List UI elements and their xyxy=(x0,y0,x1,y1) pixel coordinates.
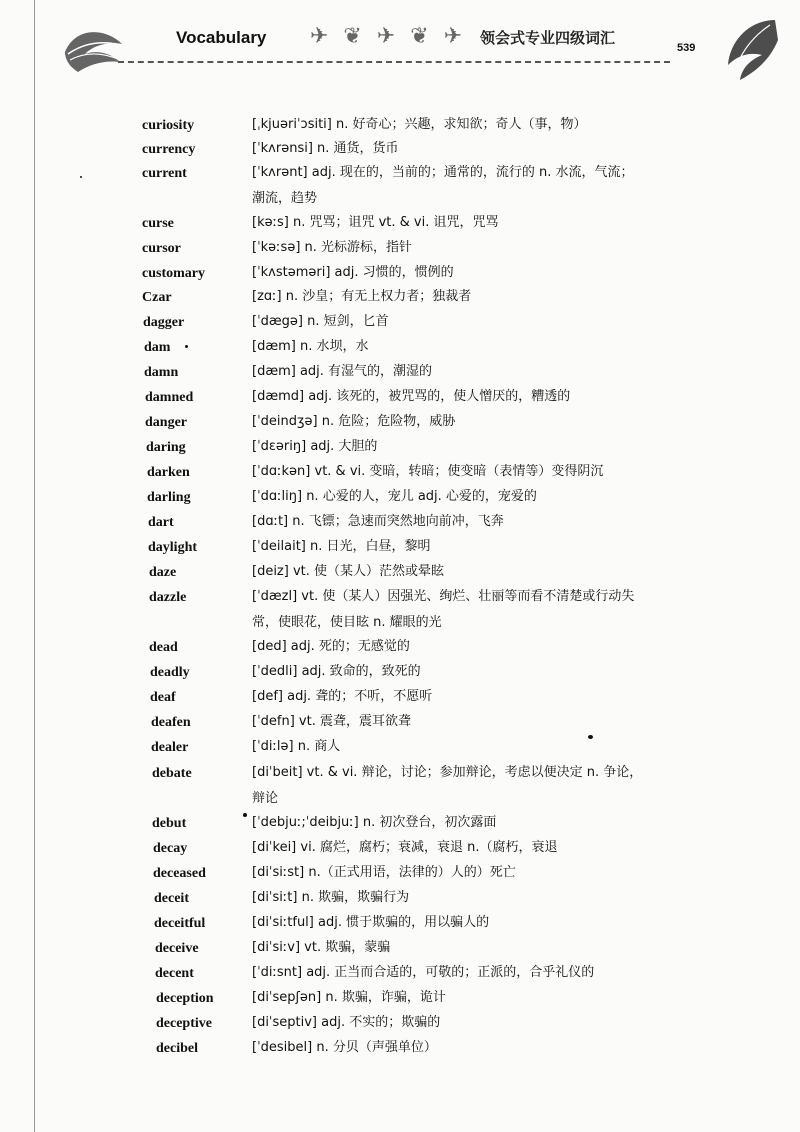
headword: daylight xyxy=(148,540,198,555)
headword: darling xyxy=(147,490,191,505)
definition xyxy=(252,535,712,559)
definition xyxy=(252,735,712,759)
definition-text: [ˈdebjuː;ˈdeibjuː] n. 初次登台，初次露面 xyxy=(252,815,497,830)
definition xyxy=(252,836,712,860)
headword: decay xyxy=(153,841,188,856)
definition-text: [ded] adj. 死的；无感觉的 xyxy=(252,639,410,654)
definition xyxy=(252,685,712,709)
headword: dagger xyxy=(143,315,185,330)
definition-text: [ˈdiːsnt] adj. 正当而合适的，可敬的；正派的，合乎礼仪的 xyxy=(252,965,595,980)
print-speck xyxy=(80,176,82,178)
headword: dealer xyxy=(151,740,189,755)
definition xyxy=(252,310,712,334)
definition xyxy=(252,585,712,635)
definition xyxy=(252,560,712,584)
headword: decibel xyxy=(156,1041,198,1056)
print-speck xyxy=(588,735,593,739)
headword: customary xyxy=(142,266,205,281)
headword: deception xyxy=(156,991,214,1006)
definition xyxy=(252,761,712,811)
definition-text: [diˈsiːst] n.（正式用语，法律的）人的）死亡 xyxy=(252,865,516,880)
definition-text: [diˈkei] vi. 腐烂，腐朽；衰减，衰退 n.（腐朽，衰退 xyxy=(252,840,558,855)
definition xyxy=(252,936,712,960)
definition-text: [diˈsepʃən] n. 欺骗，诈骗，诡计 xyxy=(252,990,446,1005)
definition xyxy=(252,1036,712,1060)
birds-ornament-icon: ✈ ❦ ✈ ❦ ✈ xyxy=(310,24,467,49)
headword: damn xyxy=(144,365,179,380)
definition-text: [ˈdɛəriŋ] adj. 大胆的 xyxy=(252,439,378,454)
definition-text: [ˈdeindʒə] n. 危险；危险物，威胁 xyxy=(252,414,456,429)
definition xyxy=(252,385,712,409)
headword: dart xyxy=(148,515,174,530)
definition-continuation: 潮流，趋势 xyxy=(252,191,318,206)
definition-text: [ˈdæzl] vt. 使（某人）因强光、绚烂、壮丽等而看不清楚或行动失 xyxy=(252,589,635,604)
headword: debate xyxy=(152,766,192,781)
definition-text: [ˈdeilait] n. 日光，白昼，黎明 xyxy=(252,539,431,554)
headword: deadly xyxy=(150,665,190,680)
definition xyxy=(252,986,712,1010)
definition-continuation: 常，使眼花，使目眩 n. 耀眼的光 xyxy=(252,615,442,630)
headword: dazzle xyxy=(149,590,187,605)
headword: cursor xyxy=(142,241,181,256)
headword: daring xyxy=(146,440,186,455)
definition-text: [ˈkʌstəməri] adj. 习惯的，惯例的 xyxy=(252,265,454,280)
definition-text: [dæm] adj. 有湿气的，潮湿的 xyxy=(252,364,433,379)
headword: deaf xyxy=(150,690,176,705)
definition xyxy=(252,335,712,359)
headword: danger xyxy=(145,415,187,430)
headword: currency xyxy=(142,142,196,157)
header-title: Vocabulary xyxy=(176,28,267,47)
headword: deafen xyxy=(151,715,191,730)
headword: deceive xyxy=(155,941,199,956)
print-speck xyxy=(243,813,247,817)
definition-text: [ˈkʌrənt] adj. 现在的，当前的；通常的，流行的 n. 水流，气流； xyxy=(252,165,634,180)
definition-text: [ˈdægə] n. 短剑，匕首 xyxy=(252,314,389,329)
definition-text: [ˈdɑːkən] vt. & vi. 变暗，转暗；使变暗（表情等）变得阴沉 xyxy=(252,464,604,479)
definition xyxy=(252,113,712,137)
definition xyxy=(252,811,712,835)
headword: darken xyxy=(147,465,190,480)
headword: deceptive xyxy=(156,1016,212,1031)
definition-text: [ˈdefn] vt. 震聋，震耳欲聋 xyxy=(252,714,411,729)
definition-continuation: 辩论 xyxy=(252,791,279,806)
definition xyxy=(252,886,712,910)
definition xyxy=(252,961,712,985)
headword: curse xyxy=(142,216,174,231)
definition xyxy=(252,485,712,509)
definition xyxy=(252,161,712,211)
definition-text: [kəːs] n. 咒骂；诅咒 vt. & vi. 诅咒，咒骂 xyxy=(252,215,499,230)
headword: debut xyxy=(152,816,187,831)
definition xyxy=(252,435,712,459)
definition-text: [ˈdiːlə] n. 商人 xyxy=(252,739,341,754)
definition xyxy=(252,660,712,684)
header-subtitle: 领会式专业四级词汇 xyxy=(480,29,616,47)
definition-text: [ˈdedli] adj. 致命的，致死的 xyxy=(252,664,421,679)
definition xyxy=(252,360,712,384)
headword: dead xyxy=(149,640,178,655)
definition xyxy=(252,635,712,659)
headword: deceit xyxy=(154,891,189,906)
definition-text: [diˈsiːv] vt. 欺骗，蒙骗 xyxy=(252,940,391,955)
headword: dam xyxy=(144,340,171,355)
definition-text: [ˈkəːsə] n. 光标游标，指针 xyxy=(252,240,413,255)
definition-text: [ˈdesibel] n. 分贝（声强单位） xyxy=(252,1040,437,1055)
definition-text: [dæm] n. 水坝，水 xyxy=(252,339,369,354)
definition-text: [dæmd] adj. 该死的，被咒骂的，使人憎厌的，糟透的 xyxy=(252,389,571,404)
definition xyxy=(252,911,712,935)
headword: curiosity xyxy=(142,118,195,133)
definition-text: [def] adj. 聋的；不听，不愿听 xyxy=(252,689,433,704)
definition xyxy=(252,1011,712,1035)
definition xyxy=(252,861,712,885)
headword: damned xyxy=(145,390,194,405)
headword: deceased xyxy=(153,866,206,881)
headword: current xyxy=(142,166,187,181)
definition-text: [diˈseptiv] adj. 不实的；欺骗的 xyxy=(252,1015,441,1030)
definition xyxy=(252,710,712,734)
definition xyxy=(252,211,712,235)
definition xyxy=(252,236,712,260)
definition-text: [diˈsiːtful] adj. 惯于欺骗的，用以骗人的 xyxy=(252,915,490,930)
headword: daze xyxy=(149,565,177,580)
print-speck xyxy=(185,345,188,348)
definition xyxy=(252,460,712,484)
definition-text: [dɑːt] n. 飞镖；急速而突然地向前冲，飞奔 xyxy=(252,514,504,529)
definition xyxy=(252,137,712,161)
definition xyxy=(252,285,712,309)
definition xyxy=(252,410,712,434)
definition-text: [deiz] vt. 使（某人）茫然或晕眩 xyxy=(252,564,445,579)
definition-text: [ˈdɑːliŋ] n. 心爱的人，宠儿 adj. 心爱的，宠爱的 xyxy=(252,489,537,504)
headword: decent xyxy=(155,966,194,981)
definition-text: [diˈbeit] vt. & vi. 辩论，讨论；参加辩论，考虑以便决定 n. 争论， xyxy=(252,765,643,780)
definition-text: [zɑː] n. 沙皇；有无上权力者；独裁者 xyxy=(252,289,472,304)
headword: Czar xyxy=(142,290,172,305)
headword: deceitful xyxy=(154,916,206,931)
page-number: 539 xyxy=(677,42,696,54)
definition-text: [ˌkjuəriˈɔsiti] n. 好奇心；兴趣，求知欲；奇人（事，物） xyxy=(252,117,587,132)
definition-text: [diˈsiːt] n. 欺骗，欺骗行为 xyxy=(252,890,410,905)
definition xyxy=(252,261,712,285)
definition xyxy=(252,510,712,534)
definition-text: [ˈkʌrənsi] n. 通货，货币 xyxy=(252,141,399,156)
